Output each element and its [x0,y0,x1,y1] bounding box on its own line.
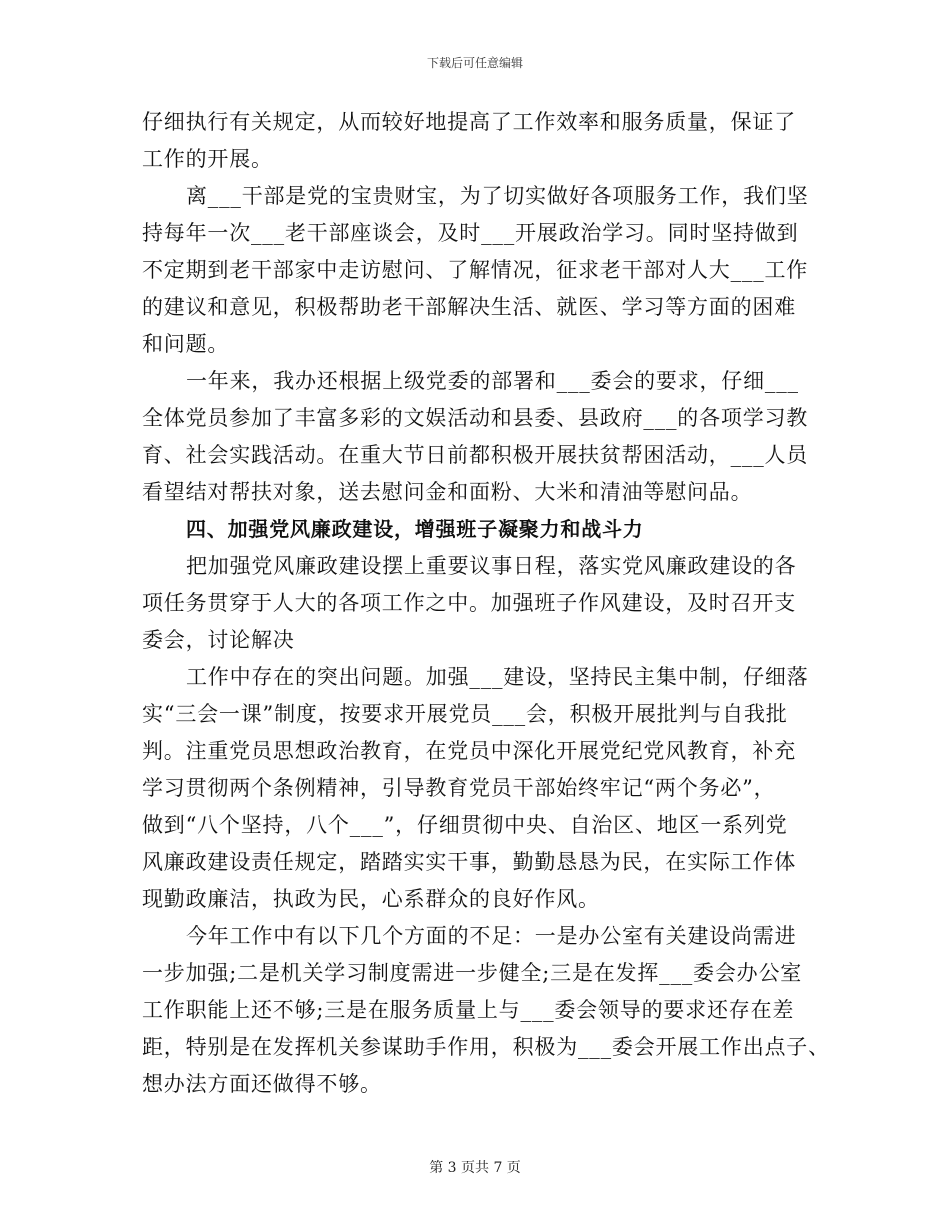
text-line: 想办法方面还做得不够。 [142,1072,382,1096]
text-line: 项任务贯穿于人大的各项工作之中。加强班子作风建设，及时召开支 [142,591,796,615]
text-line: 工作的开展。 [142,147,273,171]
text-line: 的建议和意见，积极帮助老干部解决生活、就医、学习等方面的困难 [142,295,796,319]
text-line: 学习贯彻两个条例精神，引导教育党员干部始终牢记“两个务必”， [142,776,776,800]
text-line: 不定期到老干部家中走访慰问、了解情况，征求老干部对人大___工作 [142,258,809,282]
text-line: 持每年一次___老干部座谈会，及时___开展政治学习。同时坚持做到 [142,221,799,245]
text-line: 现勤政廉洁，执政为民，心系群众的良好作风。 [142,887,600,911]
paragraph-start-line: 离___干部是党的宝贵财宝，为了切实做好各项服务工作，我们坚 [186,184,809,208]
text-line: 风廉政建设责任规定，踏踏实实干事，勤勤恳恳为民，在实际工作体 [142,850,796,874]
text-line: 工作职能上还不够;三是在服务质量上与___委会领导的要求还存在差 [142,998,795,1022]
text-line: 一步加强;二是机关学习制度需进一步健全;三是在发挥___委会办公室 [142,961,803,985]
paragraph-start-line: 把加强党风廉政建设摆上重要议事日程，落实党风廉政建设的各 [186,554,797,578]
text-line: 做到“八个坚持，八个___”，仔细贯彻中央、自治区、地区一系列党 [142,813,788,837]
page-number: 第 3 页共 7 页 [429,1160,521,1176]
document-body [142,104,830,1103]
text-line: 育、社会实践活动。在重大节日前都积极开展扶贫帮困活动，___人员 [142,443,809,467]
text-line: 判。注重党员思想政治教育，在党员中深化开展党纪党风教育，补充 [142,739,796,763]
text-line: 和问题。 [142,332,230,356]
paragraph-start-line: 今年工作中有以下几个方面的不足：一是办公室有关建设尚需进 [186,924,797,948]
text-line: 看望结对帮扶对象，送去慰问金和面粉、大米和清油等慰问品。 [142,480,753,504]
text-line: 实“三会一课”制度，按要求开展党员___会，积极开展批判与自我批 [142,702,788,726]
text-line: 委会，讨论解决 [142,628,295,652]
page-header-note: 下载后可任意编辑 [426,56,523,70]
paragraph-start-line: 工作中存在的突出问题。加强___建设，坚持民主集中制，仔细落 [186,665,809,689]
text-line: 距，特别是在发挥机关参谋助手作用，积极为___委会开展工作出点子、 [142,1035,830,1059]
text-line: 仔细执行有关规定，从而较好地提高了工作效率和服务质量，保证了 [142,110,796,134]
section-heading: 四、加强党风廉政建设，增强班子凝聚力和战斗力 [186,517,644,541]
text-line: 全体党员参加了丰富多彩的文娱活动和县委、县政府___的各项学习教 [142,406,809,430]
paragraph-start-line: 一年来，我办还根据上级党委的部署和___委会的要求，仔细___ [186,369,799,393]
